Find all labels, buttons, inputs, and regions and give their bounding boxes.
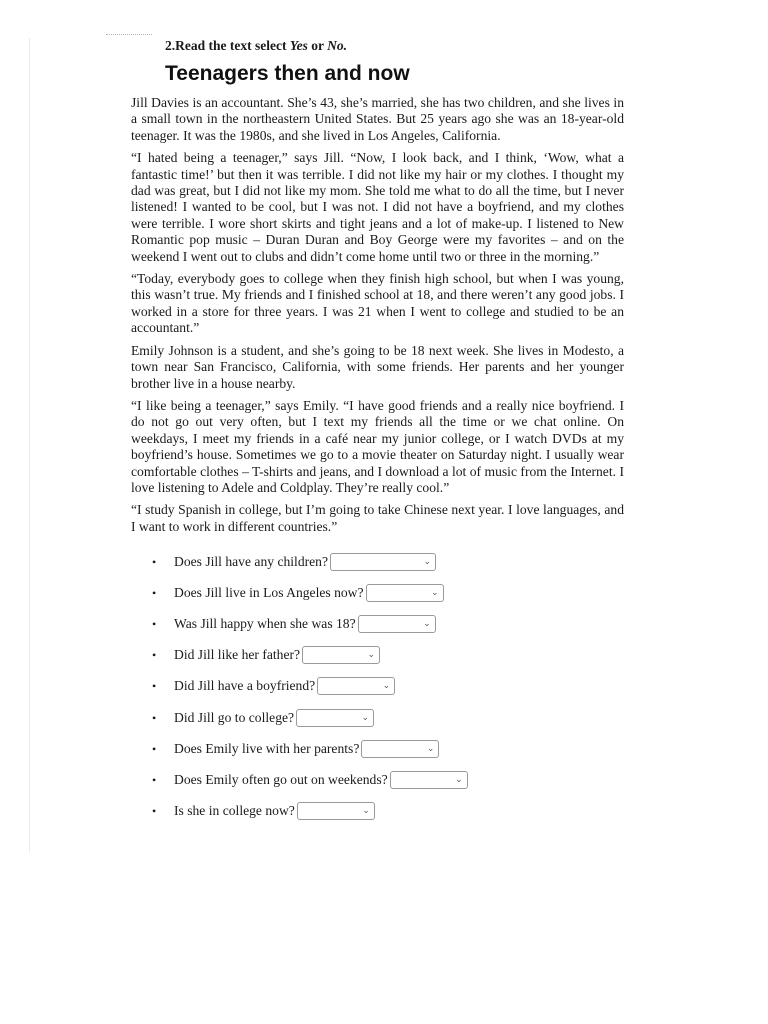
question-item: [152, 796, 632, 827]
question-text: Is she in college now?: [174, 803, 295, 819]
bullet-icon: •: [152, 804, 157, 819]
answer-dropdown[interactable]: [296, 709, 374, 727]
chevron-down-icon: ⌄: [426, 743, 435, 754]
question-item: [152, 577, 632, 608]
instruction-prefix: 2.Read the text select: [165, 38, 290, 53]
bullet-icon: •: [152, 679, 157, 694]
answer-dropdown[interactable]: [366, 584, 444, 602]
chevron-down-icon: ⌄: [423, 556, 432, 567]
paragraph: “I study Spanish in college, but I’m going to take Chinese next year. I love languages, and I want to work in different countries.”: [131, 502, 624, 534]
question-text: Did Jill go to college?: [174, 709, 295, 725]
question-item: [152, 764, 632, 795]
bullet-icon: •: [152, 554, 157, 569]
bullet-icon: •: [152, 741, 157, 756]
paragraph: “I like being a teenager,” says Emily. “I have good friends and a really nice boyfriend. I do not go out very often, but I text my friends all the time or we chat online. On weekdays, I meet my friends in a café near my junior college, or I watch DVDs at my boyfriend’s house. Sometimes we go to a movie theater on Saturday night. I usually wear comfortable clothes – T-shirts and jeans, and I download a lot of music from the Internet. I love listening to Adele and Coldplay. They’re really cool.”: [131, 397, 624, 495]
paragraph: Emily Johnson is a student, and she’s going to be 18 next week. She lives in Modesto, a town near San Francisco, California, with some friends. Her parents and her younger brother live in a house nearby.: [131, 342, 624, 391]
instruction-yes: Yes: [289, 38, 308, 53]
chevron-down-icon: ⌄: [382, 681, 391, 692]
header-mark: [106, 34, 152, 38]
page-margin-line: [29, 38, 30, 853]
chevron-down-icon: ⌄: [423, 618, 431, 629]
paragraph: Jill Davies is an accountant. She’s 43, she’s married, she has two children, and she lives in a small town in the northeastern United States. But 25 years ago she was an 18-year-old teenager. It was the 1980s, and she lived in Los Angeles, California.: [131, 95, 624, 143]
answer-dropdown[interactable]: [358, 615, 436, 633]
paragraph: “Today, everybody goes to college when they finish high school, but when I was young, this wasn’t true. My friends and I finished school at 18, and there weren’t any good jobs. I worked in a store for three years. I was 21 when I went to college and studied to be an accountant.”: [131, 271, 624, 336]
answer-dropdown[interactable]: [330, 553, 436, 571]
question-item: [152, 671, 632, 702]
chevron-down-icon: ⌄: [361, 712, 370, 723]
question-item: [152, 733, 632, 764]
answer-dropdown[interactable]: [390, 771, 468, 789]
question-item: [152, 702, 632, 733]
reading-text: [131, 95, 624, 541]
question-text: Was Jill happy when she was 18?: [174, 615, 356, 631]
instruction-no: No.: [327, 38, 347, 53]
chevron-down-icon: ⌄: [455, 774, 463, 785]
question-text: Does Jill have any children?: [174, 553, 329, 569]
chevron-down-icon: ⌄: [362, 806, 370, 817]
question-list: [152, 546, 632, 827]
question-text: Does Emily often go out on weekends?: [174, 771, 388, 787]
question-text: Did Jill like her father?: [174, 647, 301, 663]
paragraph: “I hated being a teenager,” says Jill. “Now, I look back, and I think, ‘Wow, what a fantastic time!’ but then it was terrible. I did not like my hair or my clothes. I thought my dad was great, but I did not like my mom. She told me what to do all the time, but I never listened! I wanted to be cool, but I was not. I did not have a boyfriend, and my clothes were terrible. I wore short skirts and tight jeans and a lot of make-up. I listened to New Romantic pop music – Duran Duran and Boy George were my favorites – and on the weekend I went out to clubs and didn’t come home until two or three in the morning.”: [131, 150, 624, 264]
answer-dropdown[interactable]: [361, 740, 439, 758]
question-text: Does Emily live with her parents?: [174, 740, 360, 756]
question-item: [152, 640, 632, 671]
question-text: Did Jill have a boyfriend?: [174, 678, 316, 694]
answer-dropdown[interactable]: [302, 646, 380, 664]
chevron-down-icon: ⌄: [431, 587, 439, 598]
bullet-icon: •: [152, 772, 157, 787]
bullet-icon: •: [152, 616, 157, 631]
instruction-or: or: [307, 38, 328, 53]
answer-dropdown[interactable]: [317, 677, 395, 695]
question-text: Does Jill live in Los Angeles now?: [174, 584, 364, 600]
question-item: [152, 608, 632, 639]
bullet-icon: •: [152, 710, 157, 725]
bullet-icon: •: [152, 648, 157, 663]
bullet-icon: •: [152, 585, 157, 600]
chevron-down-icon: ⌄: [367, 650, 376, 661]
instruction: [165, 38, 347, 54]
question-item: [152, 546, 632, 577]
answer-dropdown[interactable]: [297, 802, 375, 820]
page-title: Teenagers then and now: [165, 62, 410, 85]
